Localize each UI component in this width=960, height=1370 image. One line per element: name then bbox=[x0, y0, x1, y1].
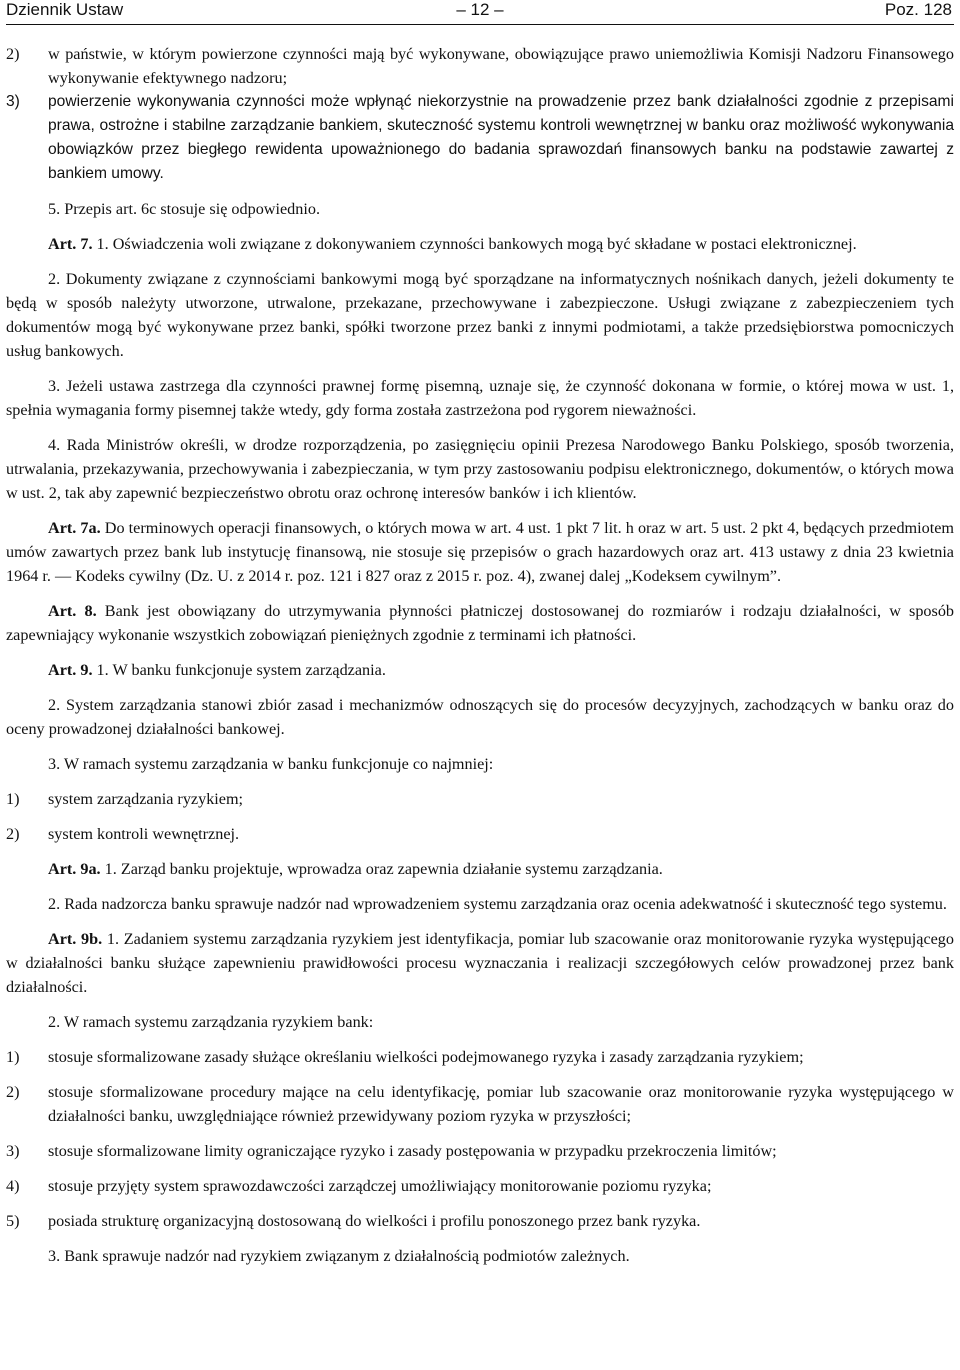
list-item-text: stosuje sformalizowane limity ograniczające ryzyko i zasady postępowania w przypadku przekroczenia limitów; bbox=[48, 1142, 777, 1160]
article-9-para-3: 3. W ramach systemu zarządzania w banku funkcjonuje co najmniej: bbox=[48, 755, 494, 773]
article-7-para-4: 4. Rada Ministrów określi, w drodze rozporządzenia, po zasięgnięciu opinii Prezesa Narodowego Banku Polskiego, sposób tworzenia, utrwalania, przekazywania, przechowywania i zabezpieczania, w tym przy zastosowaniu podpisu elektronicznego, dokumentów, o których mowa w ust. 2, tak aby zapewnić bezpieczeństwo obrotu oraz ochronę interesów banków i ich klientów. bbox=[6, 436, 954, 502]
article-heading: Art. 9a. bbox=[48, 860, 101, 878]
article-9b-para-3: 3. Bank sprawuje nadzór nad ryzykiem związanym z działalnością podmiotów zależnych. bbox=[48, 1247, 630, 1265]
article-7a bbox=[6, 516, 954, 588]
article-7-para-1 bbox=[6, 232, 954, 256]
list-item bbox=[6, 822, 954, 846]
journal-title: Dziennik Ustaw bbox=[6, 0, 124, 19]
list-item-number: 4) bbox=[6, 1177, 20, 1195]
paragraph-text: 1. Zadaniem systemu zarządzania ryzykiem jest identyfikacja, pomiar lub szacowanie oraz monitorowanie ryzyka występującego w działalności banku służące zapewnieniu prawidłowości procesu wyznaczania i realizacji szczegółowych celów prowadzonej przez bank działalności. bbox=[6, 930, 954, 996]
page-number: – 12 – bbox=[456, 0, 504, 19]
article-heading: Art. 8. bbox=[48, 602, 97, 620]
list-item-number: 3) bbox=[6, 93, 20, 110]
paragraph-text: Bank jest obowiązany do utrzymywania płynności płatniczej dostosowanej do rozmiarów i rodzaju działalności, w sposób zapewniający wykonanie wszystkich zobowiązań pieniężnych zgodnie z terminami ich płatności. bbox=[6, 602, 955, 644]
list-item bbox=[6, 1209, 954, 1233]
list-item-number: 5) bbox=[6, 1212, 20, 1230]
article-heading: Art. 9. bbox=[48, 661, 93, 679]
list-item-text: posiada strukturę organizacyjną dostosowaną do wielkości i profilu ponoszonego przez bank ryzyka. bbox=[48, 1212, 701, 1230]
list-item bbox=[6, 1174, 954, 1198]
paragraph: 5. Przepis art. 6c stosuje się odpowiednio. bbox=[48, 200, 320, 218]
list-item-number: 3) bbox=[6, 1142, 20, 1160]
list-item bbox=[6, 787, 954, 811]
paragraph-text: 1. Oświadczenia woli związane z dokonywaniem czynności bankowych mogą być składane w postaci elektronicznej. bbox=[96, 235, 857, 253]
article-7-para-2: 2. Dokumenty związane z czynnościami bankowymi mogą być sporządzane na informatycznych nośnikach danych, jeżeli dokumenty te będą w sposób należyty utworzone, utrwalone, przekazane, przechowywane i zabezpieczone. Usługi związane z zabezpieczeniem tych dokumentów mogą być wykonywane przez banki, spółki tworzone przez banki z innymi podmiotami, a także przedsiębiorstwa pomocniczych usług bankowych. bbox=[6, 270, 954, 360]
list-item-number: 1) bbox=[6, 790, 20, 808]
article-heading: Art. 7a. bbox=[48, 519, 101, 537]
article-7-para-3: 3. Jeżeli ustawa zastrzega dla czynności prawnej formę pisemną, uznaje się, że czynność dokonana w formie, o której mowa w ust. 1, spełnia wymagania formy pisemnej także wtedy, gdy forma została zastrzeżona pod rygorem nieważności. bbox=[6, 377, 954, 419]
list-item-number: 2) bbox=[6, 45, 20, 63]
list-item-text: w państwie, w którym powierzone czynności mają być wykonywane, obowiązujące prawo uniemożliwia Komisji Nadzoru Finansowego wykonywanie efektywnego nadzoru; bbox=[48, 45, 954, 87]
paragraph-text: Do terminowych operacji finansowych, o których mowa w art. 4 ust. 1 pkt 7 lit. h oraz w art. 5 ust. 2 pkt 4, będących przedmiotem umów zawartych przez bank lub instytucję finansową, nie stosuje się przepisów o grach hazardowych oraz art. 413 ustawy z dnia 23 kwietnia 1964 r. — Kodeks cywilny (Dz. U. z 2014 r. poz. 121 i 827 oraz z 2015 r. poz. 4), zwanej dalej „Kodeksem cywilnym”. bbox=[6, 519, 955, 585]
list-item-number: 2) bbox=[6, 825, 20, 843]
page-header bbox=[6, 0, 954, 25]
list-item-text: stosuje sformalizowane procedury mające na celu identyfikację, pomiar lub szacowanie oraz monitorowanie ryzyka występującego w działalności banku, uwzględniające również przewidywany poziom ryzyka w przyszłości; bbox=[48, 1083, 954, 1125]
list-item-text: stosuje przyjęty system sprawozdawczości zarządczej umożliwiający monitorowanie poziomu ryzyka; bbox=[48, 1177, 712, 1195]
list-item-text: stosuje sformalizowane zasady służące określaniu wielkości podejmowanego ryzyka i zasady zarządzania ryzykiem; bbox=[48, 1048, 804, 1066]
article-9-para-1 bbox=[6, 658, 954, 682]
list-item bbox=[6, 1139, 954, 1163]
article-9-para-2: 2. System zarządzania stanowi zbiór zasad i mechanizmów odnoszących się do procesów decyzyjnych, zachodzących w banku oraz do oceny prowadzonej działalności bankowej. bbox=[6, 696, 954, 738]
list-item-number: 2) bbox=[6, 1083, 20, 1101]
article-9a-para-2: 2. Rada nadzorcza banku sprawuje nadzór nad wprowadzeniem systemu zarządzania oraz ocenia adekwatność i skuteczność tego systemu. bbox=[48, 895, 947, 913]
article-9b-para-1 bbox=[6, 927, 954, 999]
list-item-number: 1) bbox=[6, 1048, 20, 1066]
paragraph-text: 1. W banku funkcjonuje system zarządzania. bbox=[96, 661, 386, 679]
document-body bbox=[6, 42, 954, 1268]
list-item-text: system kontroli wewnętrznej. bbox=[48, 825, 240, 843]
position-number: Poz. 128 bbox=[884, 0, 952, 19]
list-item bbox=[6, 1045, 954, 1069]
paragraph-text: 1. Zarząd banku projektuje, wprowadza oraz zapewnia działanie systemu zarządzania. bbox=[104, 860, 663, 878]
list-item-text: system zarządzania ryzykiem; bbox=[48, 790, 244, 808]
list-item bbox=[6, 90, 954, 186]
article-heading: Art. 9b. bbox=[48, 930, 103, 948]
article-9a-para-1 bbox=[6, 857, 954, 881]
article-heading: Art. 7. bbox=[48, 235, 93, 253]
list-item bbox=[6, 1080, 954, 1128]
list-item-text: powierzenie wykonywania czynności może wpłynąć niekorzystnie na prowadzenie przez bank działalności zgodnie z przepisami prawa, ostrożne i stabilne zarządzanie bankiem, skuteczność systemu kontroli wewnętrznej w banku oraz możliwość wykonywania obowiązków przez biegłego rewidenta upoważnionego do badania sprawozdań finansowych banku na podstawie zawartej z bankiem umowy. bbox=[48, 93, 954, 182]
list-item bbox=[6, 42, 954, 90]
article-8 bbox=[6, 599, 954, 647]
article-9b-para-2: 2. W ramach systemu zarządzania ryzykiem bank: bbox=[48, 1013, 374, 1031]
